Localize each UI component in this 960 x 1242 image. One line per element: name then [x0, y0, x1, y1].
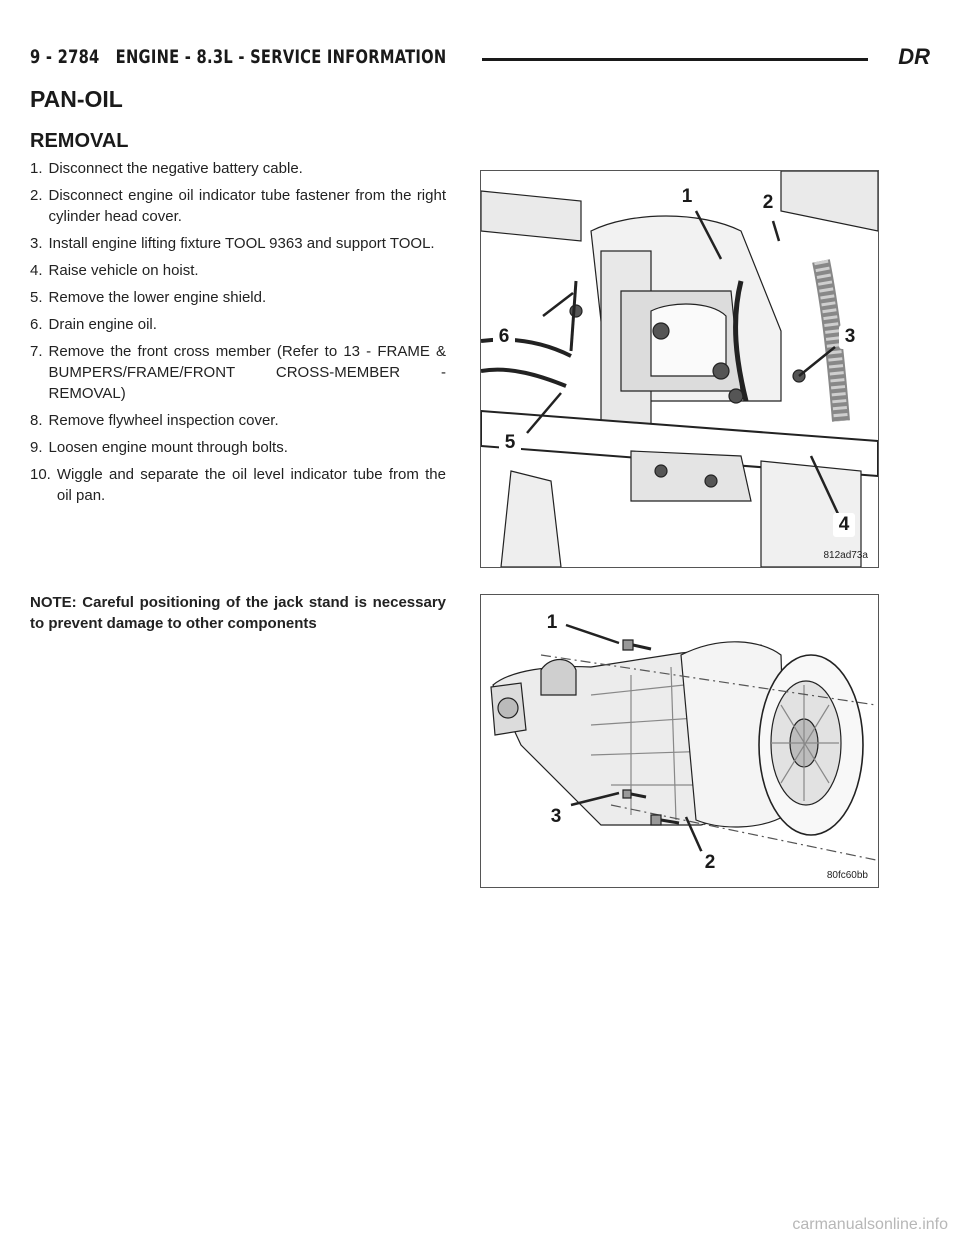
step-text: Remove the lower engine shield. — [48, 289, 267, 306]
engine-underside-illustration — [481, 171, 878, 567]
step-number: 1. — [30, 160, 43, 177]
step-number: 4. — [30, 262, 43, 279]
removal-steps-list — [30, 158, 446, 512]
callout-label: 3 — [545, 805, 567, 829]
step-item — [30, 260, 446, 281]
page-header-title — [30, 46, 446, 68]
page-reference: 9 - 2784 — [30, 46, 100, 68]
step-text: Install engine lifting fixture TOOL 9363 and support TOOL. — [48, 235, 435, 252]
page-header — [30, 46, 930, 76]
step-item — [30, 464, 446, 506]
manual-section-title: ENGINE - 8.3L - SERVICE INFORMATION — [115, 46, 447, 68]
callout-label: 3 — [839, 325, 861, 349]
model-code: DR — [898, 44, 930, 69]
callout-label: 4 — [833, 513, 855, 537]
step-text: Remove flywheel inspection cover. — [48, 412, 279, 429]
subsection-title: REMOVAL — [30, 130, 129, 152]
step-item — [30, 287, 446, 308]
step-item — [30, 410, 446, 431]
transmission-illustration — [481, 595, 878, 887]
step-number: 10. — [30, 466, 51, 483]
section-title: PAN-OIL — [30, 86, 123, 112]
callout-label: 2 — [699, 851, 721, 875]
header-rule — [482, 58, 868, 61]
step-text: Loosen engine mount through bolts. — [48, 439, 288, 456]
transmission-figure — [480, 594, 879, 888]
step-number: 3. — [30, 235, 43, 252]
step-item — [30, 158, 446, 179]
callout-label: 5 — [499, 431, 521, 455]
step-number: 5. — [30, 289, 43, 306]
figure-code: 80fc60bb — [826, 870, 868, 881]
callout-label: 1 — [676, 185, 698, 209]
step-text: Drain engine oil. — [48, 316, 157, 333]
step-number: 6. — [30, 316, 43, 333]
step-number: 9. — [30, 439, 43, 456]
step-item — [30, 233, 446, 254]
step-item — [30, 341, 446, 404]
watermark: carmanualsonline.info — [792, 1216, 948, 1233]
step-item — [30, 437, 446, 458]
step-text: Disconnect engine oil indicator tube fastener from the right cylinder head cover. — [48, 187, 446, 225]
step-number: 7. — [30, 343, 43, 360]
step-text: Disconnect the negative battery cable. — [48, 160, 303, 177]
step-text: Wiggle and separate the oil level indicator tube from the oil pan. — [56, 466, 446, 504]
oil-pan-removal-figure — [480, 170, 879, 568]
callout-label: 2 — [757, 191, 779, 215]
step-number: 2. — [30, 187, 43, 204]
step-item — [30, 314, 446, 335]
callout-label: 1 — [541, 611, 563, 635]
figure-code: 812ad73a — [823, 550, 868, 561]
callout-label: 6 — [493, 325, 515, 349]
step-item — [30, 185, 446, 227]
step-number: 8. — [30, 412, 43, 429]
caution-note: NOTE: Careful positioning of the jack stand is necessary to prevent damage to other components — [30, 594, 446, 632]
step-text: Raise vehicle on hoist. — [48, 262, 199, 279]
step-text: Remove the front cross member (Refer to 13 - FRAME & BUMPERS/FRAME/FRONT CROSS-MEMBER - REMOVAL) — [48, 343, 446, 402]
